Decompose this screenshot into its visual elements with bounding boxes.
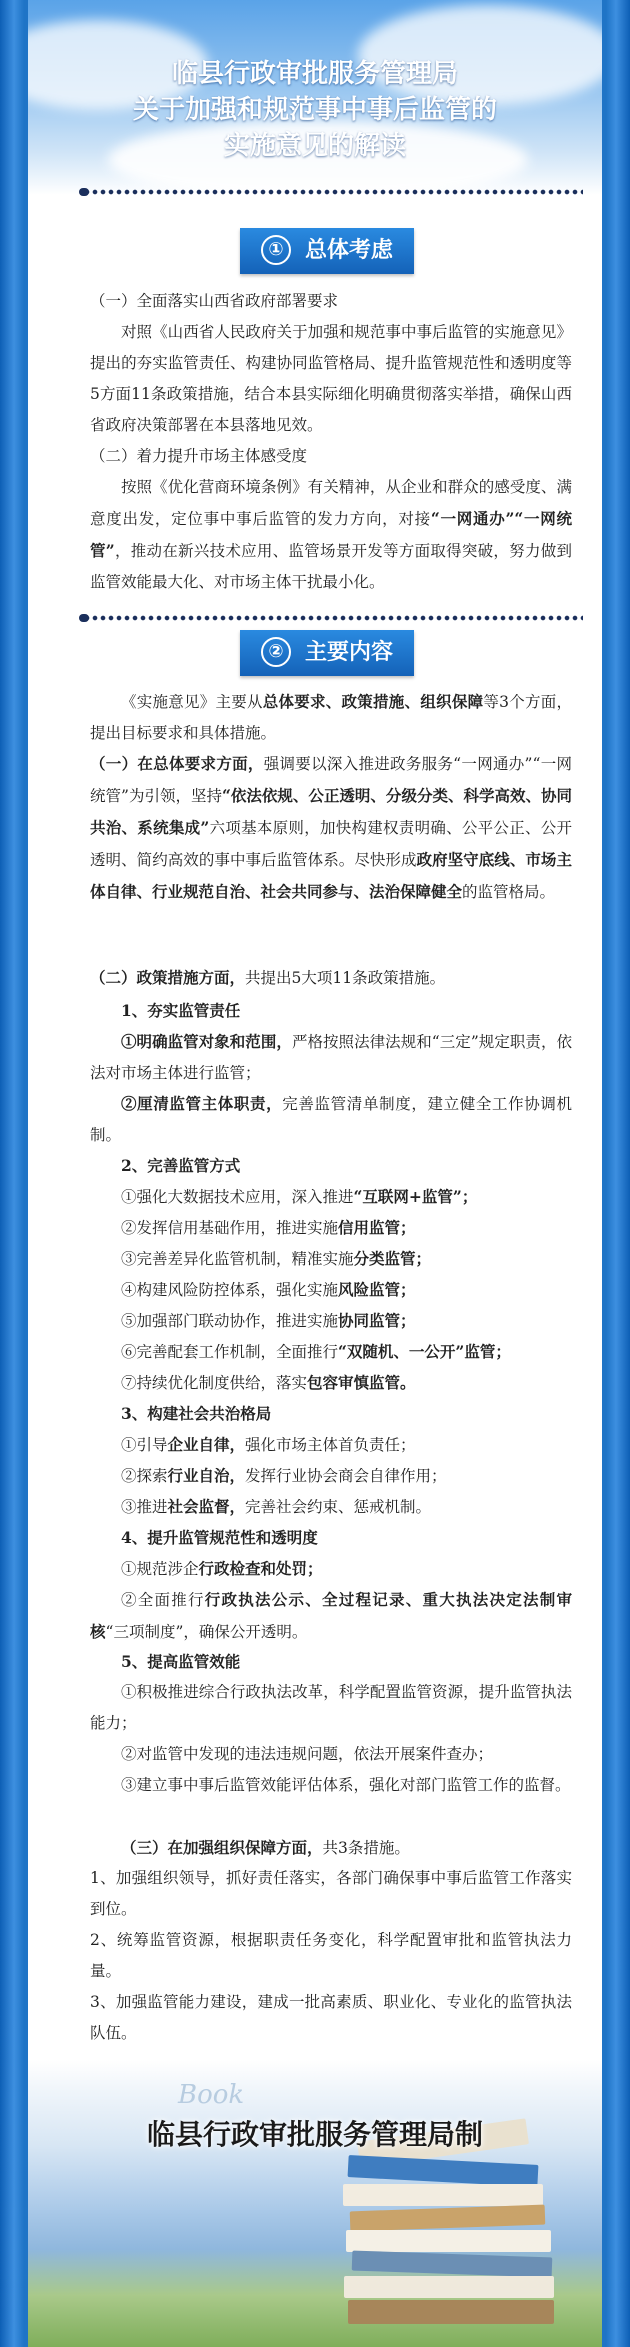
group-4-item-2: ②全面推行行政执法公示、全过程记录、重大执法决定法制审核“三项制度”，确保公开透明。 xyxy=(90,1590,572,1641)
group-2-item-6: ⑥完善配套工作机制，全面推行“双随机、一公开”监管； xyxy=(121,1342,511,1361)
book-stack-icon xyxy=(352,2251,553,2278)
book-stack-icon xyxy=(344,2276,554,2298)
group-5-item-1: ①积极推进综合行政执法改革，科学配置监管资源，提升监管执法能力； xyxy=(90,1683,572,1732)
section-1-title-text: 总体考虑 xyxy=(304,238,393,263)
group-2-item-4: ④构建风险防控体系，强化实施风险监管； xyxy=(121,1280,416,1299)
group-2-item-1: ①强化大数据技术应用，深入推进“互联网+监管”； xyxy=(121,1187,478,1206)
dotted-divider xyxy=(83,188,583,196)
book-stack-icon xyxy=(348,2155,539,2187)
group-3-item-3: ③推进社会监督，完善社会约束、惩戒机制。 xyxy=(121,1497,432,1516)
section-2-part-3: （三）在加强组织保障方面，共3条措施。 xyxy=(121,1838,410,1857)
part-3-item-2: 2、统筹监管资源，根据职责任务变化，科学配置审批和监管执法力量。 xyxy=(90,1931,572,1980)
book-stack-icon xyxy=(346,2230,551,2252)
section-2-part-2: （二）政策措施方面，共提出5大项11条政策措施。 xyxy=(90,968,446,987)
section-2-number: ② xyxy=(261,637,291,667)
poster-content xyxy=(28,0,602,2347)
group-5-item-2: ②对监管中发现的违法违规问题，依法开展案件查办； xyxy=(121,1745,494,1763)
group-1-item-2: ②厘清监管主体职责，完善监管清单制度，建立健全工作协调机制。 xyxy=(90,1094,572,1144)
group-2-item-7: ⑦持续优化制度供给，落实包容审慎监管。 xyxy=(121,1373,416,1392)
group-5-item-3: ③建立事中事后监管效能评估体系，强化对部门监管工作的监督。 xyxy=(121,1776,571,1794)
group-4-item-1: ①规范涉企行政检查和处罚； xyxy=(121,1559,323,1578)
section-1-sub-1-text: 对照《山西省人民政府关于加强和规范事中事后监管的实施意见》提出的夯实监管责任、构建协同监管格局、提升监管规范性和透明度等5方面11条政策措施，结合本县实际细化明确贯彻落实举措，确保山西省政府决策部署在本县落地见效。 xyxy=(90,323,572,434)
group-4-heading: 4、提升监管规范性和透明度 xyxy=(121,1528,318,1547)
footer-banner xyxy=(28,2060,602,2347)
group-2-item-2: ②发挥信用基础作用，推进实施信用监管； xyxy=(121,1218,416,1237)
group-1-heading: 1、夯实监管责任 xyxy=(121,1001,241,1020)
group-2-item-5: ⑤加强部门联动协作，推进实施协同监管； xyxy=(121,1311,416,1330)
book-stack-icon xyxy=(343,2184,543,2206)
group-3-item-1: ①引导企业自律，强化市场主体首负责任； xyxy=(121,1435,416,1454)
footer-issuer: 临县行政审批服务管理局制 xyxy=(146,2118,483,2151)
section-1-sub-2-heading: （二）着力提升市场主体感受度 xyxy=(90,447,308,465)
section-2-title xyxy=(240,630,414,676)
page-title xyxy=(28,56,602,164)
group-2-heading: 2、完善监管方式 xyxy=(121,1156,241,1175)
section-1-number: ① xyxy=(261,235,291,265)
group-5-heading: 5、提高监管效能 xyxy=(121,1652,241,1671)
title-line-2: 关于加强和规范事中事后监管的 xyxy=(132,95,497,125)
group-3-heading: 3、构建社会共治格局 xyxy=(121,1404,272,1423)
dotted-divider xyxy=(83,614,583,622)
section-2-title-text: 主要内容 xyxy=(304,640,393,665)
part-3-item-1: 1、加强组织领导，抓好责任落实，各部门确保事中事后监管工作落实到位。 xyxy=(90,1869,572,1918)
title-line-1: 临县行政审批服务管理局 xyxy=(171,59,458,89)
header-banner xyxy=(28,0,602,195)
book-stack-icon xyxy=(348,2300,554,2324)
book-decoration-text: Book xyxy=(178,2080,245,2110)
section-1-sub-2-text: 按照《优化营商环境条例》有关精神，从企业和群众的感受度、满意度出发，定位事中事后监管的发力方向，对接“一网通办”“一网统管”，推动在新兴技术应用、监管场景开发等方面取得突破，努力做到监管效能最大化、对市场主体干扰最小化。 xyxy=(90,478,572,591)
book-stack-icon xyxy=(350,2205,546,2232)
title-line-3: 实施意见的解读 xyxy=(223,131,406,161)
part-3-item-3: 3、加强监管能力建设，建成一批高素质、职业化、专业化的监管执法队伍。 xyxy=(90,1993,572,2042)
section-1-title xyxy=(240,228,414,274)
group-2-item-3: ③完善差异化监管机制，精准实施分类监管； xyxy=(121,1249,432,1268)
group-3-item-2: ②探索行业自治，发挥行业协会商会自律作用； xyxy=(121,1466,447,1485)
section-2-intro: 《实施意见》主要从总体要求、政策措施、组织保障等3个方面，提出目标要求和具体措施。 xyxy=(90,692,572,742)
section-1-sub-1-heading: （一）全面落实山西省政府部署要求 xyxy=(90,292,339,310)
group-1-item-1: ①明确监管对象和范围，严格按照法律法规和“三定”规定职责，依法对市场主体进行监管； xyxy=(90,1032,572,1082)
section-2-part-1: （一）在总体要求方面，强调要以深入推进政务服务“一网通办”“一网统管”为引领，坚持“依法依规、公正透明、分级分类、科学高效、协同共治、系统集成”六项基本原则，加快构建权责明确、公平公正、公开透明、简约高效的事中事后监管体系。尽快形成政府坚守底线、市场主体自律、行业规范自治、社会共同参与、法治保障健全的监管格局。 xyxy=(90,754,572,901)
